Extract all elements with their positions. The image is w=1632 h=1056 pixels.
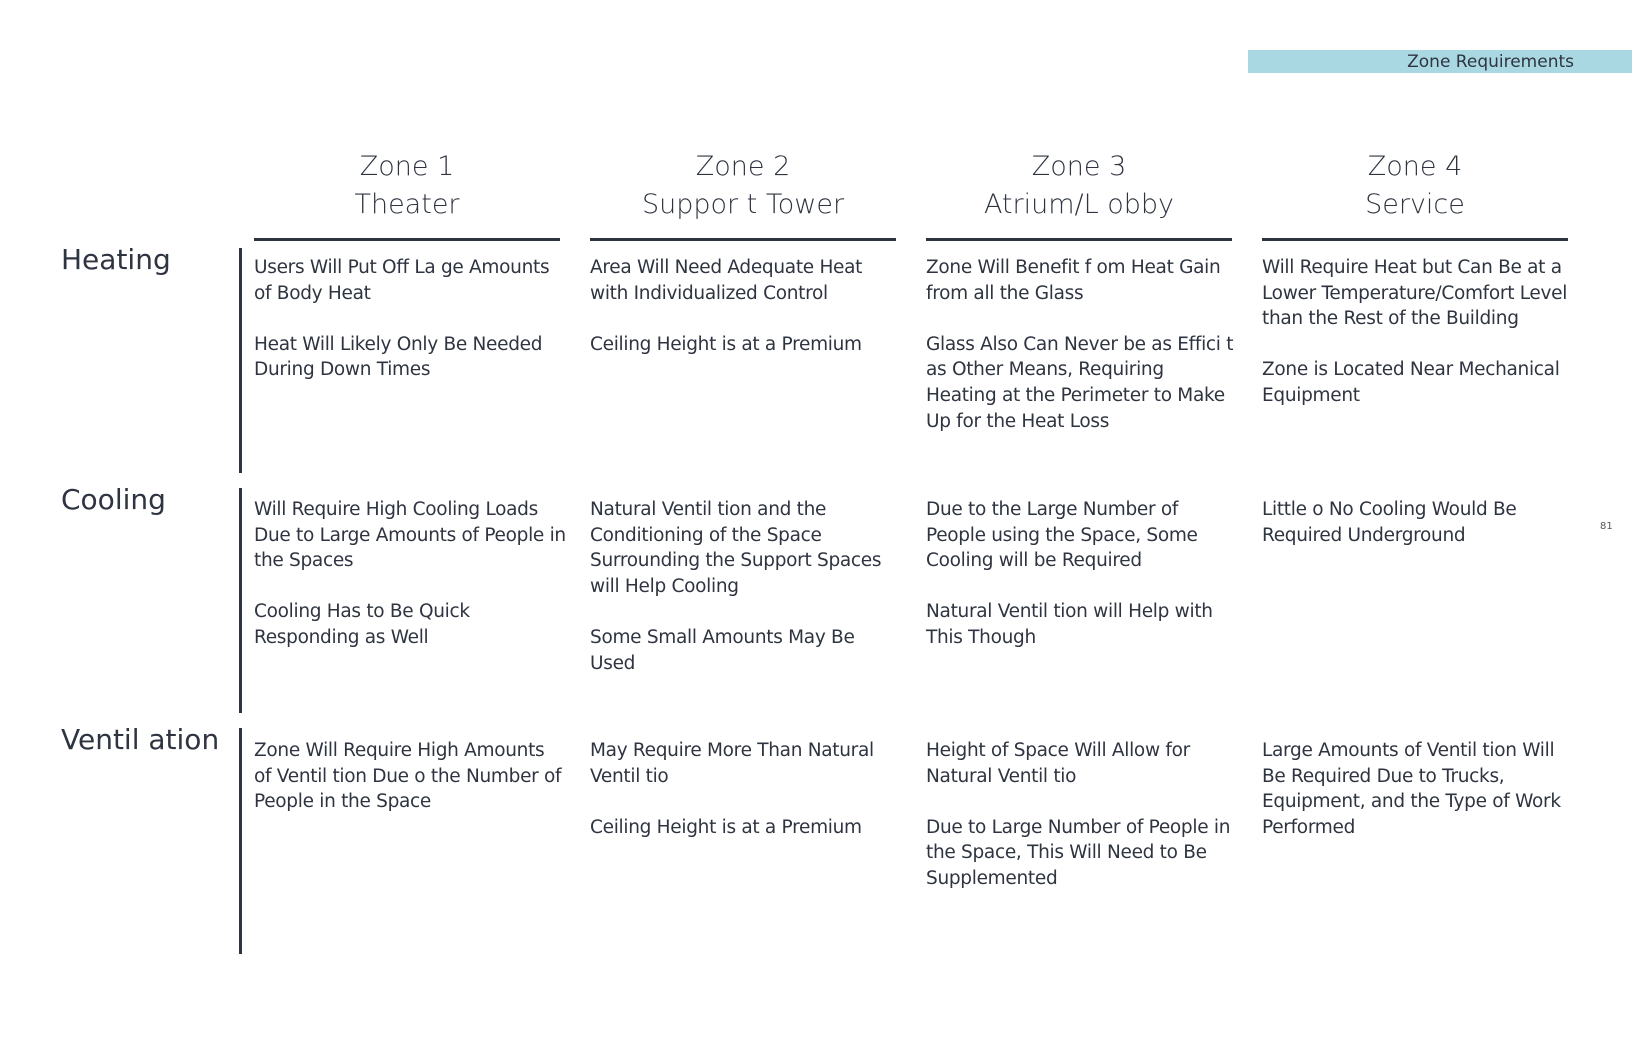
zone-number: Zone 1 bbox=[359, 151, 455, 182]
row-label-cooling: Cooling bbox=[61, 483, 166, 516]
zone-underline bbox=[1262, 238, 1568, 241]
zone-underline bbox=[590, 238, 896, 241]
cell-text: Heat Will Likely Only Be Needed During Down Times bbox=[254, 333, 543, 381]
cell-ventilation-zone2 bbox=[590, 738, 902, 840]
cell-cooling-zone2 bbox=[590, 497, 902, 676]
cell-text: Due to the Large Number of People using the Space, Some Cooling will be Required bbox=[926, 499, 1198, 572]
cell-text: Ceiling Height is at a Premium bbox=[590, 816, 862, 838]
cell-text: Users Will Put Off La ge Amounts of Body Heat bbox=[254, 257, 550, 304]
zone-underline bbox=[926, 238, 1232, 241]
zone-header-3 bbox=[926, 148, 1232, 224]
cell-ventilation-zone1 bbox=[254, 738, 566, 815]
row-divider bbox=[239, 488, 242, 713]
section-title: Zone Requirements bbox=[1407, 52, 1574, 72]
zone-name: Service bbox=[1365, 189, 1465, 220]
cell-text: Zone is Located Near Mechanical Equipment bbox=[1262, 359, 1560, 406]
cell-text: Cooling Has to Be Quick Responding as Well bbox=[254, 601, 470, 648]
cell-text: Large Amounts of Ventil tion Will Be Required Due to Trucks, Equipment, and the Type of Work Performed bbox=[1262, 740, 1561, 838]
cell-text: Natural Ventil tion and the Conditioning of the Space Surrounding the Support Spaces will Help Cooling bbox=[590, 499, 882, 597]
cell-heating-zone3 bbox=[926, 255, 1238, 434]
cell-text: Zone Will Benefit f om Heat Gain from all the Glass bbox=[926, 257, 1221, 304]
cell-heating-zone2 bbox=[590, 255, 902, 357]
cell-ventilation-zone4 bbox=[1262, 738, 1574, 840]
cell-heating-zone4 bbox=[1262, 255, 1574, 409]
zone-number: Zone 4 bbox=[1367, 151, 1463, 182]
zone-name: Atrium/L obby bbox=[983, 189, 1175, 220]
zone-header-4 bbox=[1262, 148, 1568, 224]
zone-number: Zone 2 bbox=[695, 151, 791, 182]
row-divider bbox=[239, 248, 242, 473]
row-label-ventilation: Ventil ation bbox=[61, 723, 220, 756]
cell-text: Will Require Heat but Can Be at a Lower Temperature/Comfort Level than the Rest of the Building bbox=[1262, 257, 1568, 330]
cell-text: Ceiling Height is at a Premium bbox=[590, 333, 862, 355]
cell-text: May Require More Than Natural Ventil tio bbox=[590, 740, 874, 787]
cell-cooling-zone3 bbox=[926, 497, 1238, 651]
row-label-heating: Heating bbox=[61, 243, 171, 276]
cell-cooling-zone1 bbox=[254, 497, 566, 651]
cell-text: Area Will Need Adequate Heat with Individualized Control bbox=[590, 257, 863, 304]
cell-text: Height of Space Will Allow for Natural Ventil tio bbox=[926, 740, 1190, 787]
zone-header-2 bbox=[590, 148, 896, 224]
cell-text: Little o No Cooling Would Be Required Underground bbox=[1262, 499, 1517, 546]
cell-ventilation-zone3 bbox=[926, 738, 1238, 892]
cell-cooling-zone4 bbox=[1262, 497, 1574, 548]
zone-name: Suppor t Tower bbox=[641, 189, 845, 220]
section-banner bbox=[1248, 50, 1632, 73]
row-divider bbox=[239, 728, 242, 954]
cell-heating-zone1 bbox=[254, 255, 566, 383]
cell-text: Will Require High Cooling Loads Due to Large Amounts of People in the Spaces bbox=[254, 499, 566, 572]
cell-text: Due to Large Number of People in the Space, This Will Need to Be Supplemented bbox=[926, 816, 1231, 889]
zone-number: Zone 3 bbox=[1031, 151, 1127, 182]
cell-text: Glass Also Can Never be as Effici t as Other Means, Requiring Heating at the Perimeter to Make Up for the Heat Loss bbox=[926, 333, 1234, 432]
page-number: 81 bbox=[1600, 521, 1613, 532]
cell-text: Some Small Amounts May Be Used bbox=[590, 626, 855, 674]
zone-underline bbox=[254, 238, 560, 241]
cell-text: Natural Ventil tion will Help with This Though bbox=[926, 601, 1213, 648]
zone-header-1 bbox=[254, 148, 560, 224]
zone-name: Theater bbox=[354, 189, 460, 220]
cell-text: Zone Will Require High Amounts of Ventil tion Due o the Number of People in the Space bbox=[254, 740, 562, 813]
